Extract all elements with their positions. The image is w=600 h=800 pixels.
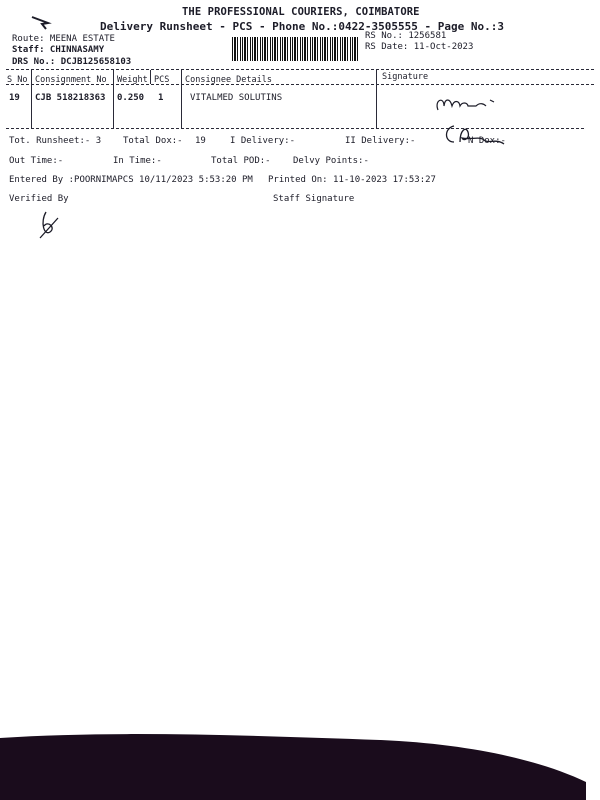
route-label: Route: MEENA ESTATE xyxy=(12,34,115,44)
logo-mark-icon xyxy=(30,14,52,30)
col-divider xyxy=(181,70,182,128)
runsheet-title: Delivery Runsheet - PCS - Phone No.:0422-3505555 - Page No.:3 xyxy=(100,20,504,33)
col-header-consignee: Consignee Details xyxy=(185,75,272,85)
col-header-consignment: Consignment No xyxy=(35,75,107,85)
rs-date: RS Date: 11-Oct-2023 xyxy=(365,42,474,52)
verifier-signature xyxy=(36,208,62,242)
staff-label: Staff: CHINNASAMY xyxy=(12,45,105,55)
staff-signature: Staff Signature xyxy=(273,194,355,204)
col-divider xyxy=(31,70,32,128)
barcode xyxy=(232,37,358,61)
entered-by: Entered By :POORNIMAPCS 10/11/2023 5:53:20 PM xyxy=(9,175,253,185)
non-dox: N Dox:- xyxy=(468,136,506,146)
total-pod: Total POD:- xyxy=(211,156,271,166)
verified-by: Verified By xyxy=(9,194,69,204)
company-name: THE PROFESSIONAL COURIERS, COIMBATORE xyxy=(182,6,420,18)
in-time: In Time:- xyxy=(113,156,162,166)
printed-on: Printed On: 11-10-2023 17:53:27 xyxy=(268,175,436,185)
out-time: Out Time:- xyxy=(9,156,64,166)
i-delivery: I Delivery:- xyxy=(230,136,296,146)
total-dox-label: Total Dox:- xyxy=(123,136,183,146)
scan-edge-shadow xyxy=(0,730,600,800)
delvy-points: Delvy Points:- xyxy=(293,156,369,166)
col-divider xyxy=(113,70,114,128)
row-consignee: VITALMED SOLUTINS xyxy=(190,93,283,103)
col-divider xyxy=(376,70,377,128)
table-top-rule xyxy=(6,69,594,70)
row-weight: 0.250 xyxy=(117,93,145,103)
handwritten-mark xyxy=(440,120,510,150)
drs-number: DRS No.: DCJB125658103 xyxy=(12,57,132,67)
handwritten-signature xyxy=(432,94,502,116)
ii-delivery: II Delivery:- xyxy=(345,136,416,146)
col-divider xyxy=(150,70,151,84)
row-consignment: CJB 518218363 xyxy=(35,93,106,103)
row-sno: 19 xyxy=(9,93,20,103)
col-header-weight: Weight xyxy=(117,75,148,85)
rs-number: RS No.: 1256581 xyxy=(365,31,447,41)
col-header-pcs: PCS xyxy=(154,75,170,85)
col-header-signature: Signature xyxy=(382,72,429,82)
row-pcs: 1 xyxy=(158,93,164,103)
total-dox-value: 19 xyxy=(195,136,206,146)
col-header-sno: S No xyxy=(7,75,28,85)
tot-runsheet: Tot. Runsheet:- 3 xyxy=(9,136,102,146)
